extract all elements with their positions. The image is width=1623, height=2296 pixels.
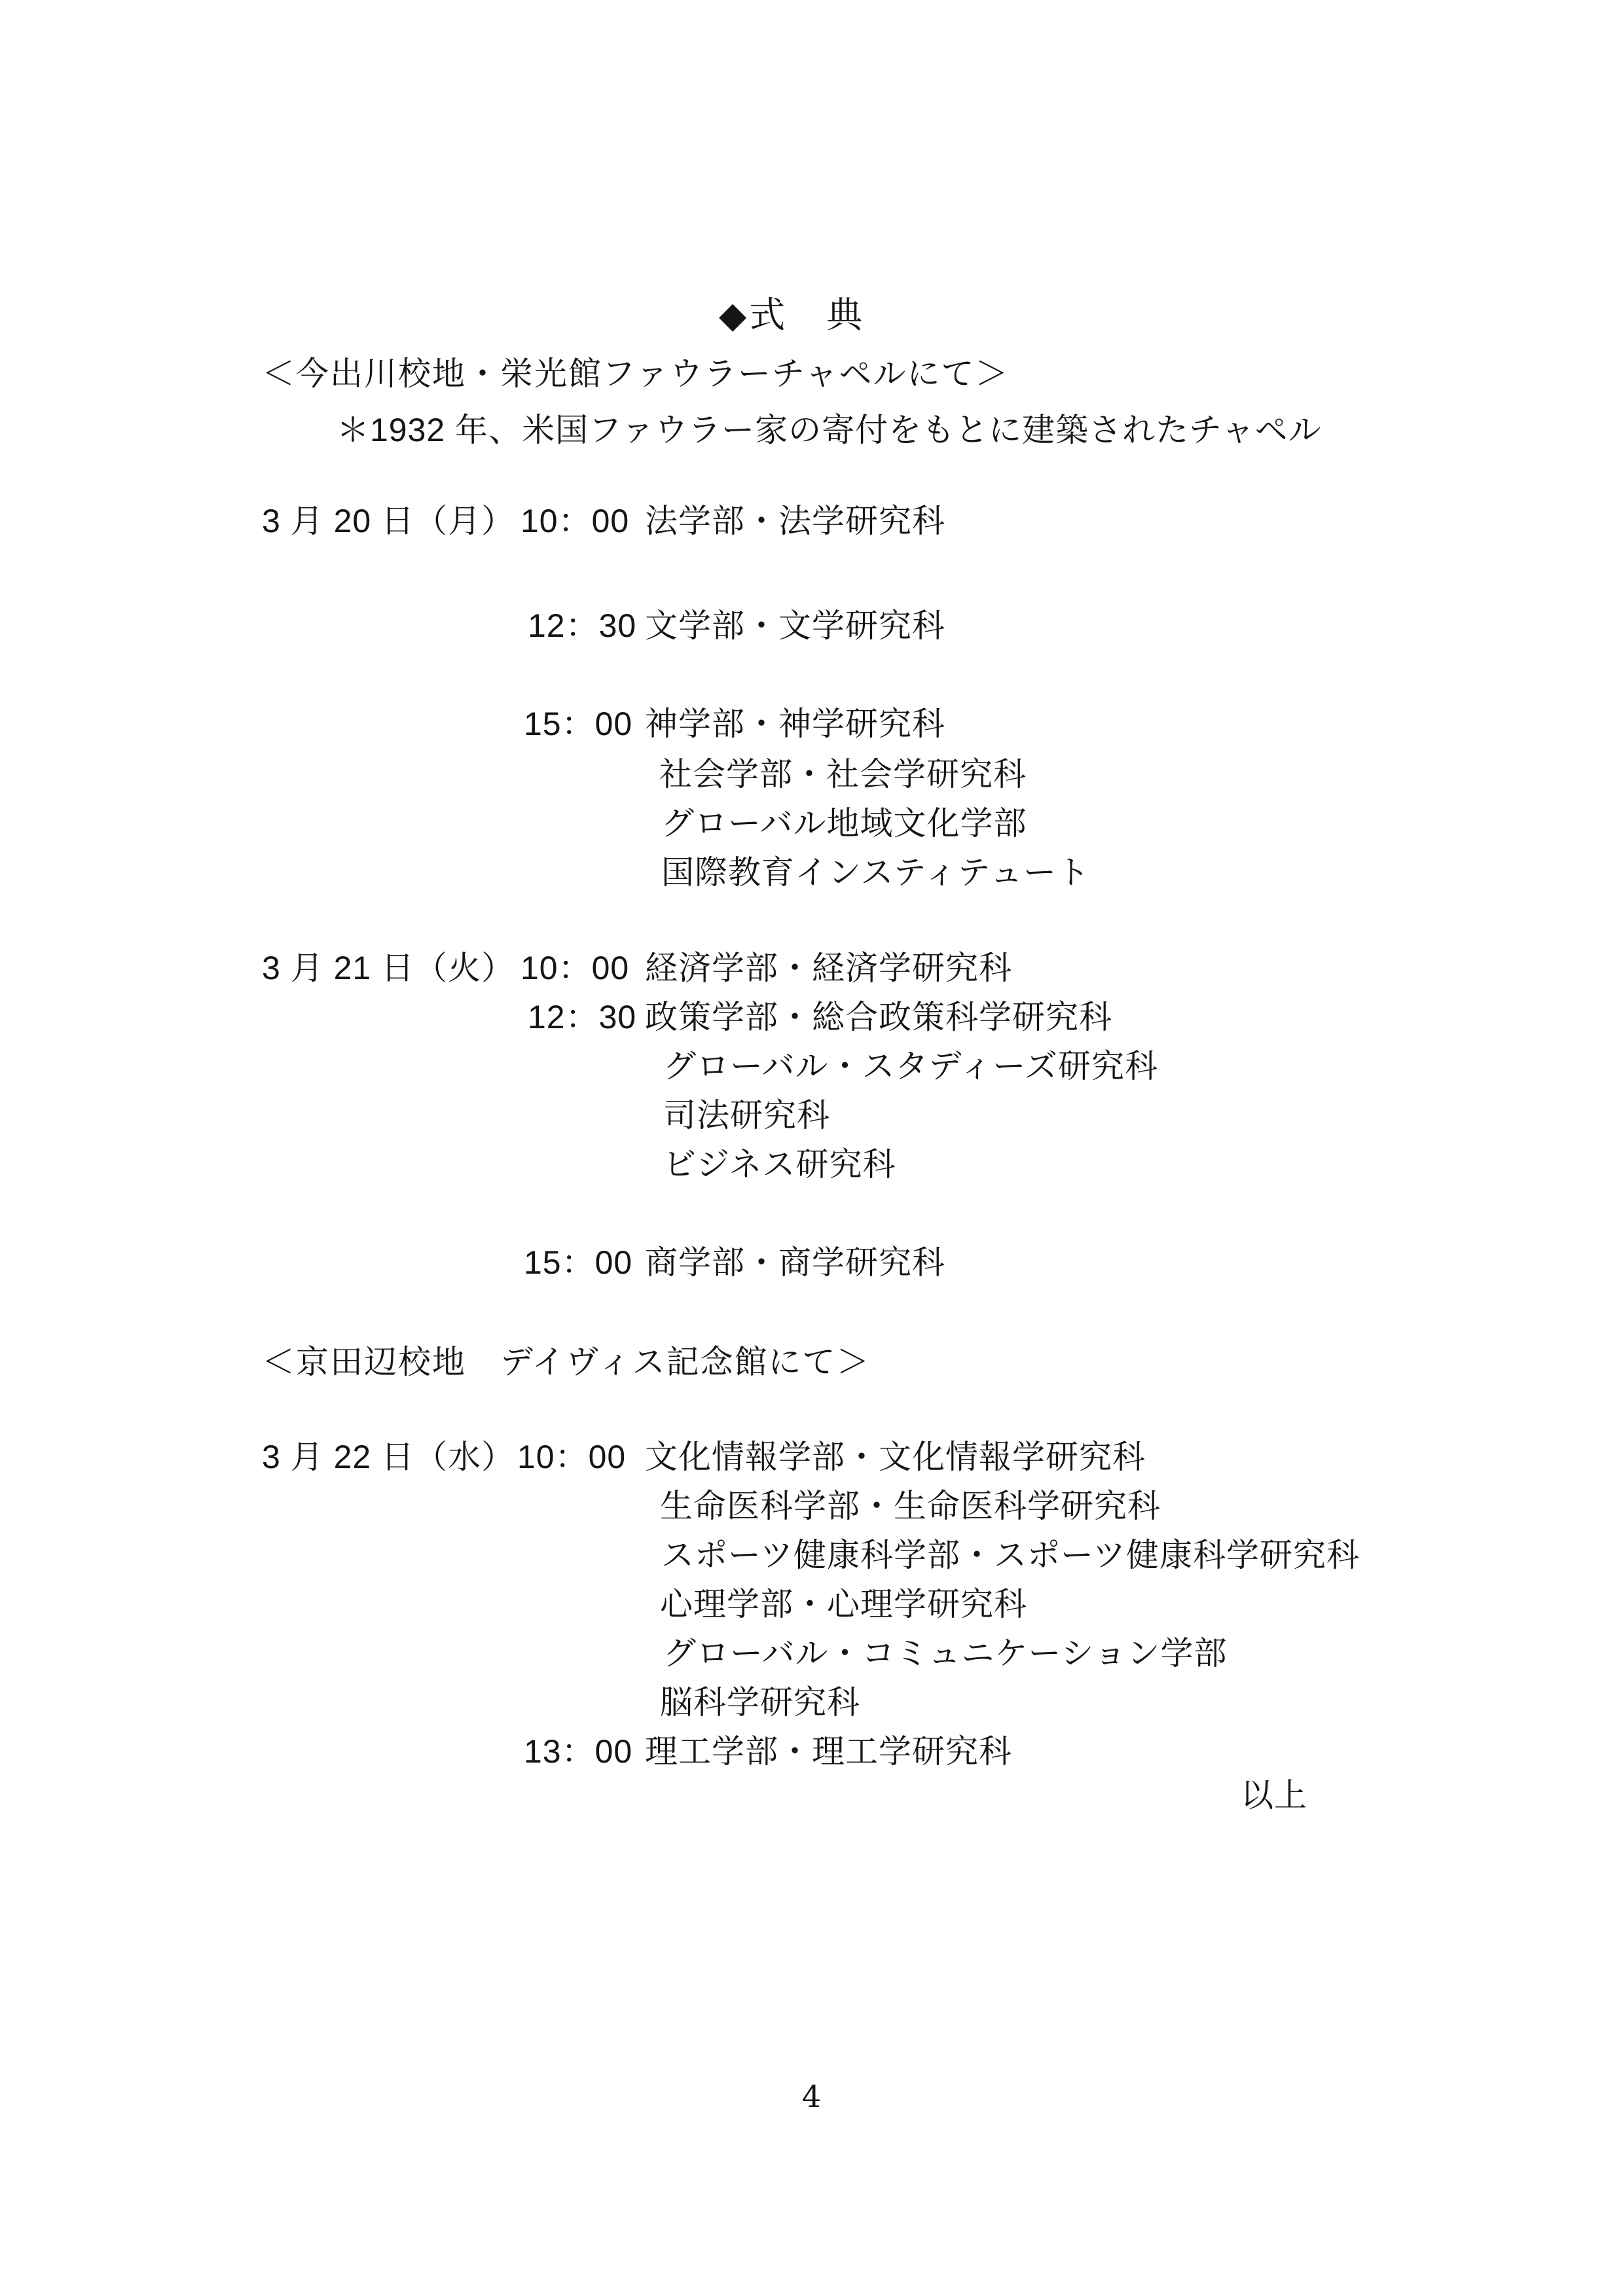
- faculty-label: 生命医科学部・生命医科学研究科: [660, 1488, 1161, 1524]
- time-label: 10：00: [520, 950, 630, 986]
- faculty-label: 神学部・神学研究科: [645, 706, 945, 742]
- venue-heading-imadegawa-text: ＜今出川校地・栄光館ファウラーチャペルにて＞: [262, 355, 1010, 392]
- schedule-row: [0, 1731, 1623, 1772]
- date-label: 3 月 21 日（火）: [262, 950, 515, 986]
- schedule-row: [0, 1535, 1623, 1575]
- schedule-row: [0, 1046, 1623, 1086]
- faculty-label: 商学部・商学研究科: [645, 1244, 945, 1281]
- venue-heading-kyotanabe-text: ＜京田辺校地 デイヴィス記念館にて＞: [262, 1344, 871, 1380]
- faculty-label: スポーツ健康科学部・スポーツ健康科学研究科: [661, 1537, 1360, 1573]
- venue-heading-imadegawa: [0, 353, 1623, 394]
- schedule-row: [0, 704, 1623, 744]
- time-label: 10：00: [520, 503, 630, 539]
- faculty-label: 脳科学研究科: [660, 1684, 860, 1721]
- faculty-label: 心理学部・心理学研究科: [660, 1586, 1027, 1623]
- time-label: 13：00: [524, 1733, 633, 1770]
- time-label: 12：30: [528, 607, 637, 644]
- schedule-row: [0, 1486, 1623, 1526]
- faculty-label: グローバル・コミュニケーション学部: [663, 1635, 1228, 1672]
- faculty-label: ビジネス研究科: [663, 1146, 896, 1183]
- venue-heading-kyotanabe: [0, 1342, 1623, 1382]
- time-label: 15：00: [524, 706, 633, 742]
- faculty-label: 社会学部・社会学研究科: [659, 756, 1027, 793]
- time-label: 12：30: [528, 999, 637, 1035]
- venue-note-chapel: [0, 410, 1623, 450]
- schedule-row: [0, 852, 1623, 893]
- schedule-row: [0, 1584, 1623, 1624]
- faculty-label: グローバル・スタディーズ研究科: [663, 1048, 1158, 1085]
- faculty-label: 理工学部・理工学研究科: [645, 1733, 1012, 1770]
- faculty-label: 司法研究科: [663, 1097, 830, 1134]
- closing-line: [0, 1775, 1623, 1816]
- time-label: 15：00: [524, 1244, 633, 1281]
- schedule-row: [0, 1095, 1623, 1136]
- faculty-label: 文学部・文学研究科: [645, 607, 945, 644]
- schedule-row: [0, 997, 1623, 1037]
- schedule-row: [0, 501, 1623, 541]
- page-title: [0, 295, 1623, 335]
- schedule-row: [0, 754, 1623, 795]
- time-label: 10：00: [517, 1439, 627, 1475]
- schedule-row: [0, 1437, 1623, 1477]
- page-number: 4: [801, 2079, 822, 2114]
- faculty-label: グローバル地域文化学部: [661, 805, 1027, 842]
- schedule-row: [0, 803, 1623, 844]
- schedule-row: [0, 1633, 1623, 1674]
- schedule-row: [0, 1144, 1623, 1185]
- ceremony-title-text: ◆式 典: [719, 295, 866, 335]
- faculty-label: 国際教育インスティテュート: [661, 854, 1090, 891]
- faculty-label: 法学部・法学研究科: [645, 503, 945, 539]
- faculty-label: 経済学部・経済学研究科: [645, 950, 1012, 986]
- date-label: 3 月 20 日（月）: [262, 503, 515, 539]
- schedule-row: [0, 1682, 1623, 1723]
- closing-text: 以上: [1241, 1777, 1307, 1814]
- schedule-row: [0, 605, 1623, 646]
- faculty-label: 文化情報学部・文化情報学研究科: [645, 1439, 1146, 1475]
- schedule-row: [0, 948, 1623, 988]
- date-label: 3 月 22 日（水）: [262, 1439, 515, 1475]
- faculty-label: 政策学部・総合政策科学研究科: [645, 999, 1112, 1035]
- schedule-row: [0, 1242, 1623, 1283]
- venue-note-chapel-text: ＊1932 年、米国ファウラー家の寄付をもとに建築されたチャペル: [337, 412, 1322, 448]
